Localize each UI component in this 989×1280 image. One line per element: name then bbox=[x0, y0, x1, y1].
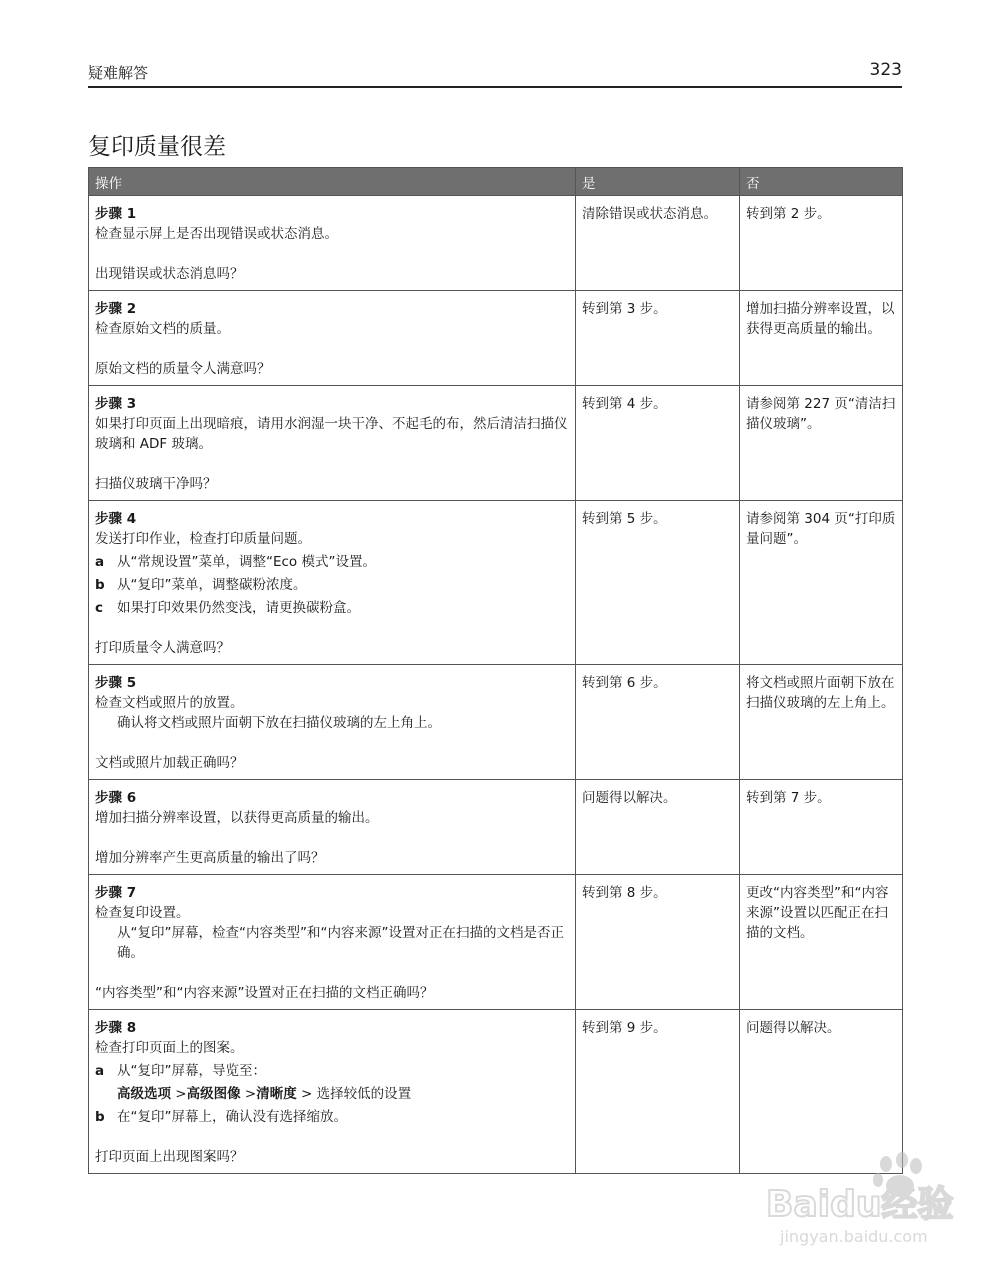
action-cell bbox=[89, 196, 576, 291]
substep-a bbox=[95, 552, 569, 572]
step-label: 步骤 4 bbox=[95, 511, 137, 527]
substep-text: 从“复印”菜单，调整碳粉浓度。 bbox=[117, 577, 307, 593]
no-cell: 转到第 2 步。 bbox=[740, 196, 903, 291]
action-cell bbox=[89, 501, 576, 665]
substep-text: 在“复印”屏幕上，确认没有选择缩放。 bbox=[117, 1109, 347, 1125]
yes-cell: 转到第 9 步。 bbox=[576, 1010, 740, 1174]
yes-cell: 转到第 4 步。 bbox=[576, 386, 740, 501]
substep-b bbox=[95, 1107, 569, 1127]
no-cell: 更改“内容类型”和“内容来源”设置以匹配正在扫描的文档。 bbox=[740, 875, 903, 1010]
indented-note: 从“复印”屏幕，检查“内容类型”和“内容来源”设置对正在扫描的文档是否正确。 bbox=[117, 925, 564, 961]
table-row bbox=[89, 1010, 903, 1174]
path-part: 高级图像 bbox=[186, 1086, 241, 1102]
table-row bbox=[89, 386, 903, 501]
table-header-row bbox=[89, 168, 903, 196]
substep-letter: a bbox=[95, 554, 105, 570]
action-text: 检查文档或照片的放置。 bbox=[95, 695, 244, 711]
substep-text: 从“常规设置”菜单，调整“Eco 模式”设置。 bbox=[117, 554, 376, 570]
action-cell bbox=[89, 875, 576, 1010]
step-question: 文档或照片加载正确吗？ bbox=[95, 755, 244, 771]
action-text: 发送打印作业，检查打印质量问题。 bbox=[95, 531, 311, 547]
troubleshooting-table bbox=[88, 167, 903, 1174]
path-part: 清晰度 bbox=[256, 1086, 297, 1102]
step-label: 步骤 1 bbox=[95, 206, 137, 222]
action-cell bbox=[89, 386, 576, 501]
path-tail: 选择较低的设置 bbox=[316, 1086, 412, 1102]
table-row bbox=[89, 291, 903, 386]
action-text: 增加扫描分辨率设置，以获得更高质量的输出。 bbox=[95, 810, 379, 826]
step-label: 步骤 8 bbox=[95, 1020, 137, 1036]
section-title: 疑难解答 bbox=[88, 64, 149, 82]
step-label: 步骤 5 bbox=[95, 675, 137, 691]
table-row bbox=[89, 196, 903, 291]
step-question: 扫描仪玻璃干净吗？ bbox=[95, 476, 217, 492]
step-question: 增加分辨率产生更高质量的输出了吗？ bbox=[95, 850, 325, 866]
substep-letter: b bbox=[95, 1109, 105, 1125]
no-cell: 请参阅第 227 页“清洁扫描仪玻璃”。 bbox=[740, 386, 903, 501]
step-label: 步骤 6 bbox=[95, 790, 137, 806]
no-cell: 请参阅第 304 页“打印质量问题”。 bbox=[740, 501, 903, 665]
yes-cell: 转到第 3 步。 bbox=[576, 291, 740, 386]
substep-b bbox=[95, 575, 569, 595]
no-cell: 增加扫描分辨率设置，以获得更高质量的输出。 bbox=[740, 291, 903, 386]
yes-cell: 转到第 8 步。 bbox=[576, 875, 740, 1010]
table-row bbox=[89, 665, 903, 780]
action-cell bbox=[89, 665, 576, 780]
path-separator: > bbox=[240, 1086, 257, 1102]
column-header-no: 否 bbox=[740, 168, 903, 196]
substep-text: 从“复印”屏幕，导览至： bbox=[117, 1063, 266, 1079]
substep-letter: b bbox=[95, 577, 105, 593]
step-question: “内容类型”和“内容来源”设置对正在扫描的文档正确吗？ bbox=[95, 985, 434, 1001]
yes-cell: 转到第 5 步。 bbox=[576, 501, 740, 665]
menu-path bbox=[95, 1084, 569, 1104]
baidu-watermark bbox=[760, 1150, 980, 1250]
substep-letter: a bbox=[95, 1063, 105, 1079]
column-header-yes: 是 bbox=[576, 168, 740, 196]
action-cell bbox=[89, 1010, 576, 1174]
yes-cell: 转到第 6 步。 bbox=[576, 665, 740, 780]
step-question: 打印页面上出现图案吗？ bbox=[95, 1149, 244, 1165]
no-cell: 问题得以解决。 bbox=[740, 1010, 903, 1174]
indented-note: 确认将文档或照片面朝下放在扫描仪玻璃的左上角上。 bbox=[117, 715, 441, 731]
running-header bbox=[88, 62, 902, 88]
action-text: 检查显示屏上是否出现错误或状态消息。 bbox=[95, 226, 338, 242]
step-label: 步骤 7 bbox=[95, 885, 137, 901]
step-label: 步骤 3 bbox=[95, 396, 137, 412]
no-cell: 将文档或照片面朝下放在扫描仪玻璃的左上角上。 bbox=[740, 665, 903, 780]
substep-letter: c bbox=[95, 600, 104, 616]
page-title: 复印质量很差 bbox=[88, 134, 226, 160]
path-separator: > bbox=[296, 1086, 313, 1102]
action-cell bbox=[89, 291, 576, 386]
table-row bbox=[89, 875, 903, 1010]
substep-a bbox=[95, 1061, 569, 1081]
no-cell: 转到第 7 步。 bbox=[740, 780, 903, 875]
step-question: 打印质量令人满意吗？ bbox=[95, 640, 230, 656]
step-question: 出现错误或状态消息吗？ bbox=[95, 266, 244, 282]
step-label: 步骤 2 bbox=[95, 301, 137, 317]
step-question: 原始文档的质量令人满意吗？ bbox=[95, 361, 271, 377]
action-cell bbox=[89, 780, 576, 875]
action-text: 检查复印设置。 bbox=[95, 905, 190, 921]
substep-text: 如果打印效果仍然变浅，请更换碳粉盒。 bbox=[117, 600, 360, 616]
action-text: 如果打印页面上出现暗痕，请用水润湿一块干净、不起毛的布，然后清洁扫描仪玻璃和 ADF 玻璃。 bbox=[95, 416, 568, 452]
column-header-action: 操作 bbox=[89, 168, 576, 196]
table-row bbox=[89, 501, 903, 665]
yes-cell: 问题得以解决。 bbox=[576, 780, 740, 875]
watermark-url: jingyan.baidu.com bbox=[780, 1227, 928, 1246]
action-text: 检查打印页面上的图案。 bbox=[95, 1040, 244, 1056]
yes-cell: 清除错误或状态消息。 bbox=[576, 196, 740, 291]
substep-c bbox=[95, 598, 569, 618]
page-number: 323 bbox=[869, 60, 902, 80]
action-text: 检查原始文档的质量。 bbox=[95, 321, 230, 337]
path-separator: > bbox=[171, 1086, 187, 1102]
path-part: 高级选项 bbox=[117, 1086, 171, 1102]
watermark-brand: Baidu经验 bbox=[766, 1184, 954, 1225]
table-row bbox=[89, 780, 903, 875]
